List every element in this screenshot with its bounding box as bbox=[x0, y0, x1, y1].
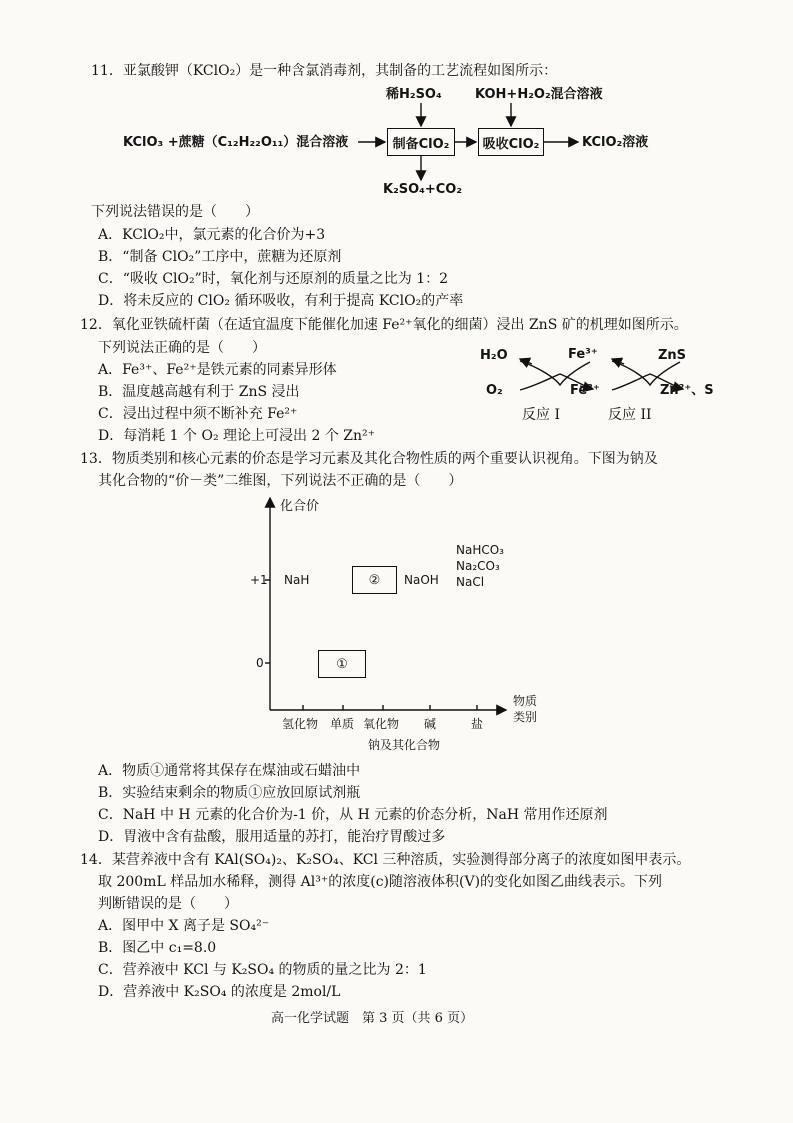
q13-option-c: C．NaH 中 H 元素的化合价为-1 价，从 H 元素的价态分析，NaH 常用作还原剂 bbox=[98, 807, 608, 823]
q13-xlabel-top: 物质 bbox=[513, 694, 538, 708]
q11-option-c: C．“吸收 ClO₂”时，氧化剂与还原剂的质量之比为 1：2 bbox=[98, 271, 449, 287]
q12-zns: ZnS bbox=[658, 348, 687, 363]
q14-option-a: A．图甲中 X 离子是 SO₄²⁻ bbox=[98, 918, 270, 934]
q12-option-a: A．Fe³⁺、Fe²⁺是铁元素的同素异形体 bbox=[98, 362, 337, 378]
q13-salt-nahco3: NaHCO₃ bbox=[456, 543, 504, 557]
q14-option-d: D．营养液中 K₂SO₄ 的浓度是 2mol/L bbox=[98, 984, 341, 1000]
q13-xtick-hydride: 氢化物 bbox=[282, 717, 319, 731]
q12-option-d: D．每消耗 1 个 O₂ 理论上可浸出 2 个 Zn²⁺ bbox=[98, 428, 376, 444]
q11-option-d: D．将未反应的 ClO₂ 循环吸收，有利于提高 KClO₂的产率 bbox=[98, 293, 464, 309]
q11-ask: 下列说法错误的是（ ） bbox=[91, 204, 259, 220]
q11-byproduct: K₂SO₄+CO₂ bbox=[383, 182, 463, 197]
q11-option-a: A．KClO₂中，氯元素的化合价为+3 bbox=[98, 227, 326, 243]
q12-ask: 下列说法正确的是（ ） bbox=[98, 340, 266, 356]
q13-stem-line2: 其化合物的“价－类”二维图，下列说法不正确的是（ ） bbox=[98, 473, 463, 489]
q11-option-b: B．“制备 ClO₂”工序中，蔗糖为还原剂 bbox=[98, 249, 342, 265]
q13-stem-line1: 13．物质类别和核心元素的价态是学习元素及其化合物性质的两个重要认识视角。下图为钠及 bbox=[80, 451, 658, 467]
q13-xtick-element: 单质 bbox=[330, 717, 355, 731]
q12-option-b: B．温度越高越有利于 ZnS 浸出 bbox=[98, 384, 300, 400]
q14-stem-line2: 取 200mL 样品加水稀释，测得 Al³⁺的浓度(c)随溶液体积(V)的变化如图乙曲线表示。下列 bbox=[98, 874, 663, 890]
q13-xtick-salt: 盐 bbox=[471, 717, 484, 731]
q11-box-absorb-label: 吸收ClO₂ bbox=[482, 136, 540, 152]
q11-product: KClO₂溶液 bbox=[582, 135, 649, 150]
q12-reaction-1: 反应 I bbox=[522, 407, 560, 423]
q13-salt-na2co3: Na₂CO₃ bbox=[456, 559, 500, 573]
q14-option-b: B．图乙中 c₁=8.0 bbox=[98, 940, 217, 956]
q12-o2: O₂ bbox=[486, 383, 503, 398]
page-footer: 高一化学试题 第 3 页（共 6 页） bbox=[271, 1011, 474, 1026]
q14-stem-line1: 14．某营养液中含有 KAl(SO₄)₂、K₂SO₄、KCl 三种溶质，实验测得部分离子的浓度如图甲表示。 bbox=[80, 852, 691, 868]
q13-naoh: NaOH bbox=[404, 573, 439, 587]
q13-option-a: A．物质①通常将其保存在煤油或石蜡油中 bbox=[98, 763, 361, 779]
q13-box-2-label: ② bbox=[368, 572, 381, 588]
q12-h2o: H₂O bbox=[480, 348, 508, 363]
q13-ylabel: 化合价 bbox=[280, 499, 320, 514]
q11-stem: 11．亚氯酸钾（KClO₂）是一种含氯消毒剂，其制备的工艺流程如图所示： bbox=[91, 63, 558, 79]
q13-box-1-label: ① bbox=[336, 656, 348, 672]
q12-reaction-2: 反应 II bbox=[608, 407, 652, 423]
q12-stem: 12．氧化亚铁硫杆菌（在适宜温度下能催化加速 Fe²⁺氧化的细菌）浸出 ZnS 矿的机理如图所示。 bbox=[80, 317, 688, 333]
q13-nah: NaH bbox=[284, 573, 310, 587]
q14-stem-line3: 判断错误的是（ ） bbox=[98, 896, 238, 912]
q12-zn-s: Zn²⁺、S bbox=[660, 383, 714, 398]
q13-option-d: D．胃液中含有盐酸，服用适量的苏打，能治疗胃酸过多 bbox=[98, 829, 446, 845]
q13-ytick-0: 0 bbox=[256, 656, 264, 670]
q13-salt-nacl: NaCl bbox=[456, 575, 485, 589]
q11-reagent-h2so4: 稀H₂SO₄ bbox=[386, 87, 442, 102]
q13-box-2 bbox=[352, 566, 397, 594]
q13-xlabel-bottom: 类别 bbox=[513, 710, 538, 724]
q13-xtick-base: 碱 bbox=[424, 717, 437, 731]
q12-fe2: Fe²⁺ bbox=[570, 383, 600, 398]
q13-ytick-plus1: +1 bbox=[250, 573, 268, 587]
q13-box-1 bbox=[318, 650, 366, 678]
q13-option-b: B．实验结束剩余的物质①应放回原试剂瓶 bbox=[98, 785, 361, 801]
q12-fe3: Fe³⁺ bbox=[568, 347, 598, 362]
q13-xtick-oxide: 氧化物 bbox=[363, 717, 400, 731]
q11-box-prepare-label: 制备ClO₂ bbox=[392, 136, 450, 152]
q11-reagent-koh: KOH+H₂O₂混合溶液 bbox=[475, 87, 603, 102]
q14-option-c: C．营养液中 KCl 与 K₂SO₄ 的物质的量之比为 2：1 bbox=[98, 962, 427, 978]
q13-caption: 钠及其化合物 bbox=[368, 738, 441, 752]
q11-feed: KClO₃ +蔗糖（C₁₂H₂₂O₁₁）混合溶液 bbox=[123, 135, 349, 150]
q12-option-c: C．浸出过程中须不断补充 Fe²⁺ bbox=[98, 406, 298, 422]
